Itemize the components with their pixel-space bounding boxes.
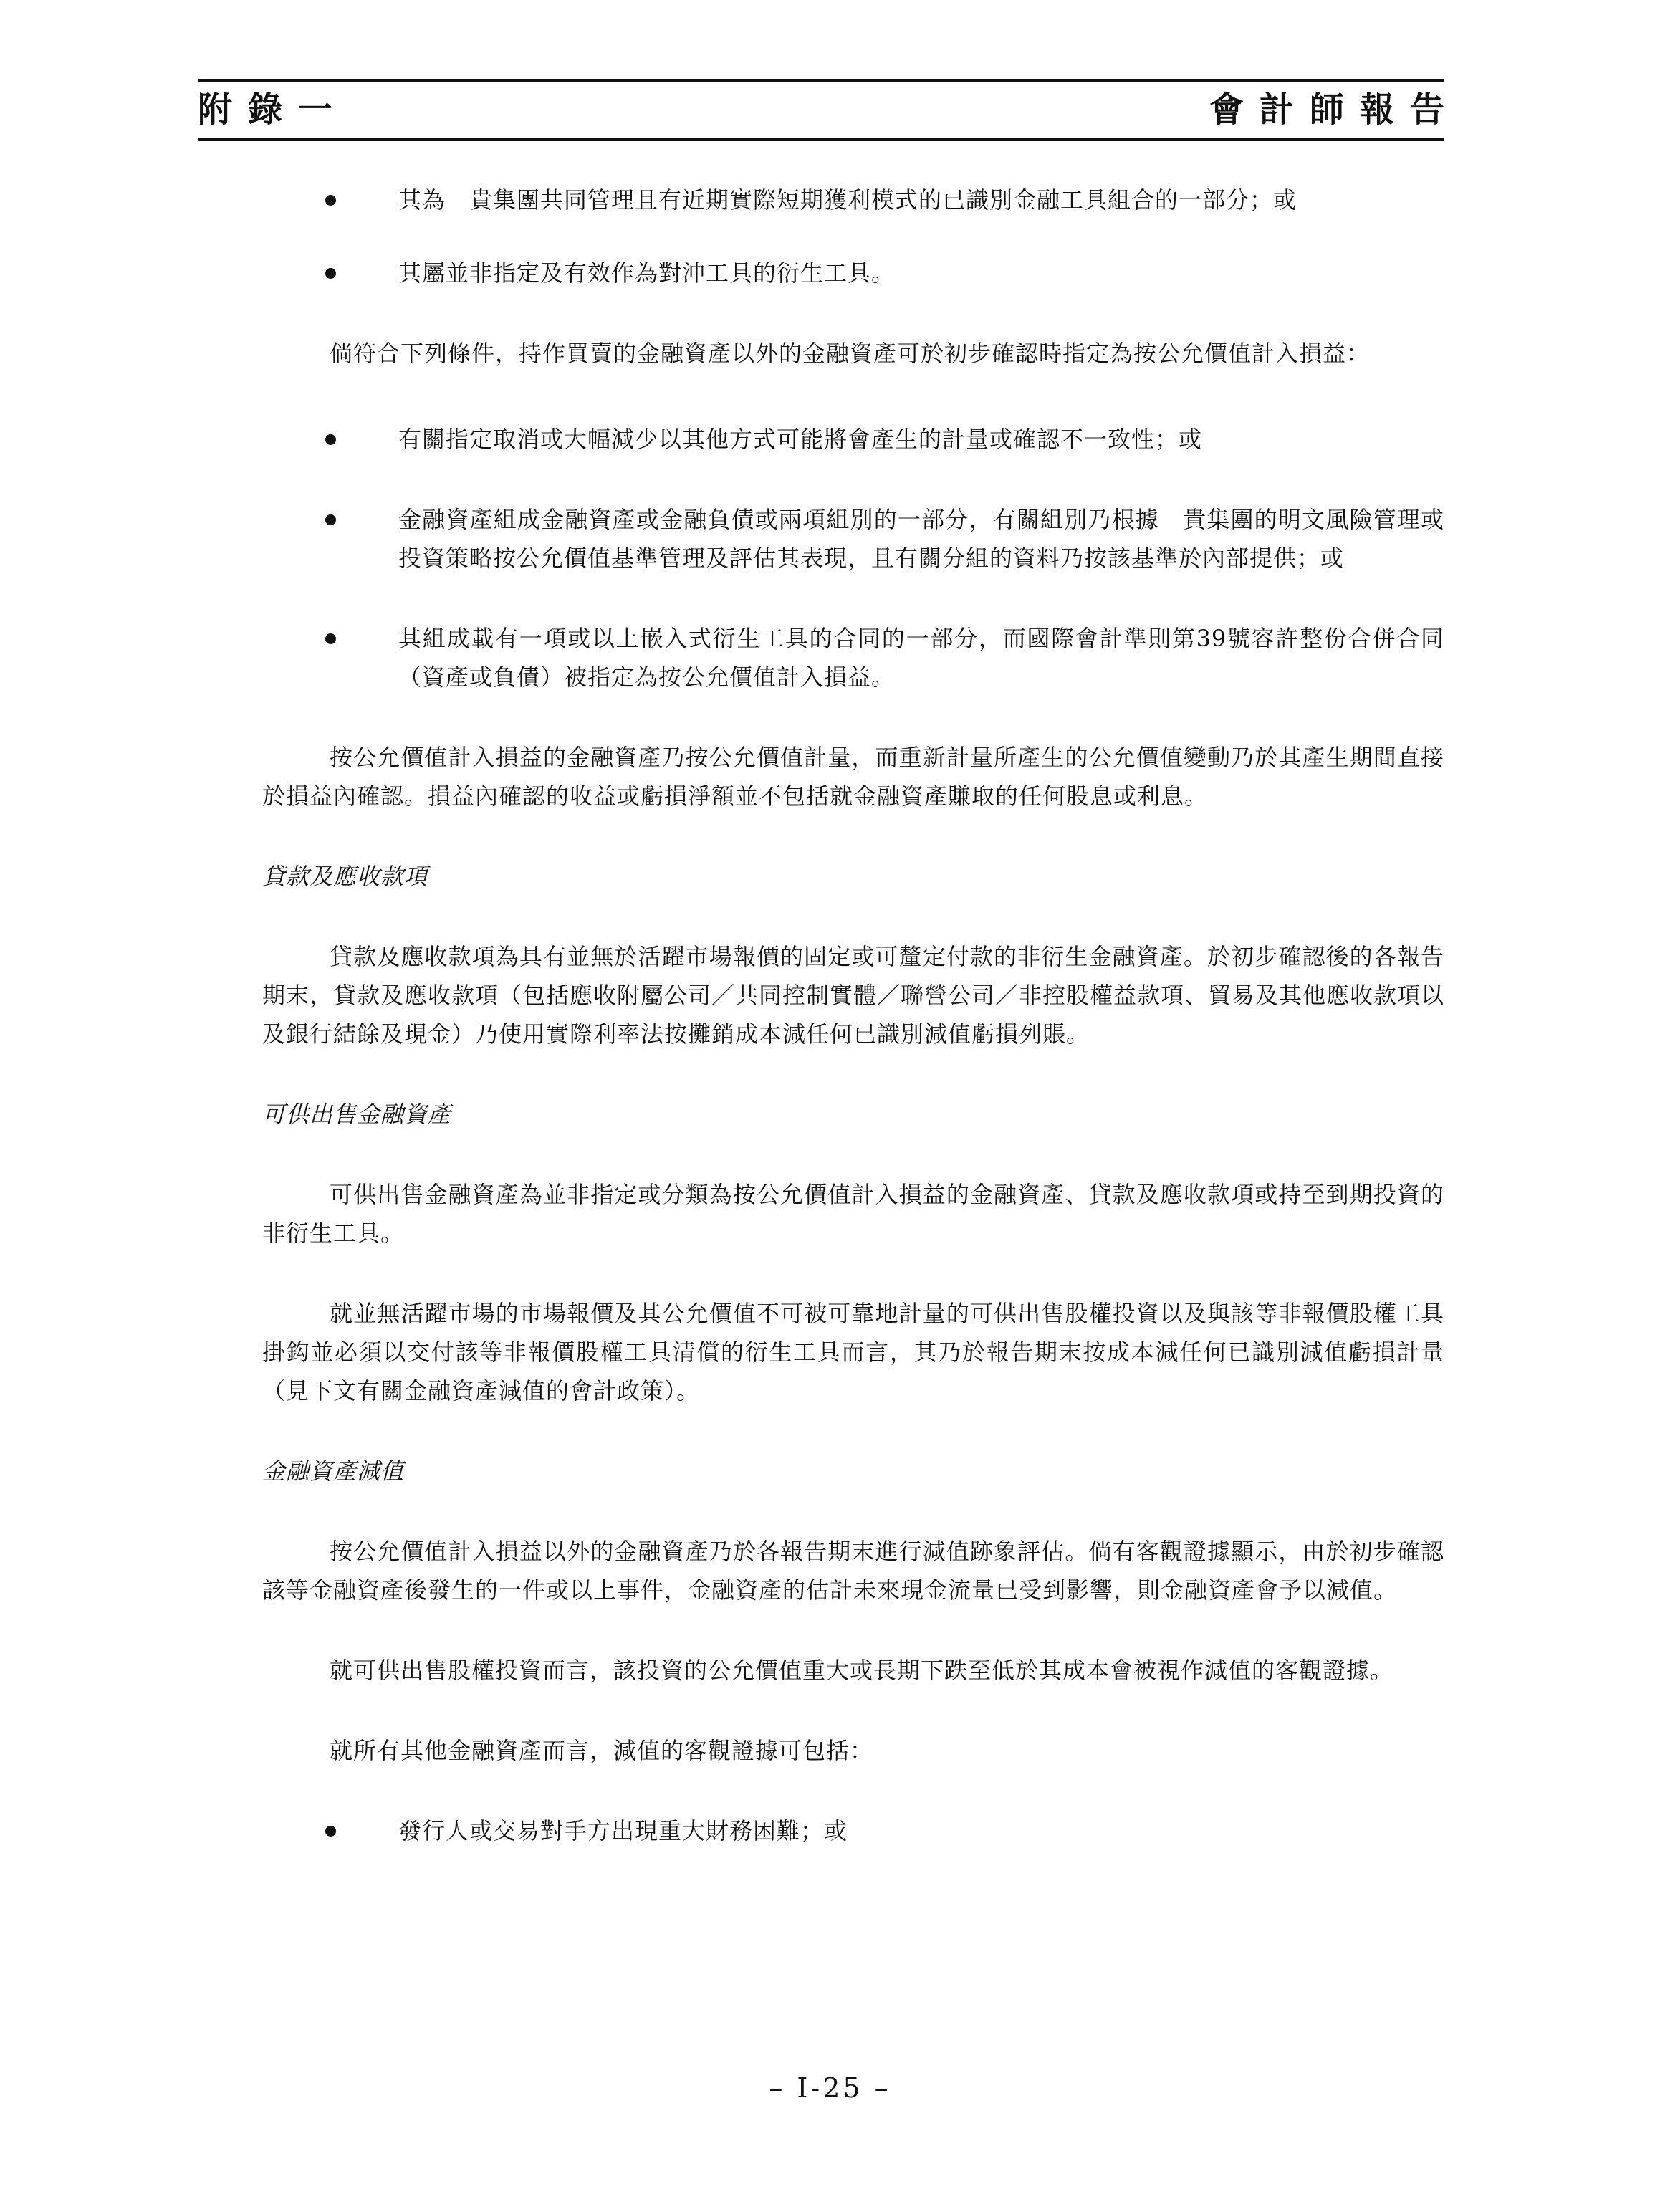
- page-number: – I-25 –: [769, 2072, 891, 2104]
- bullet-item: [262, 181, 1444, 219]
- header-appendix-title: 附錄一: [198, 90, 349, 130]
- header-rule-top: [198, 79, 1444, 82]
- bullet-dot-icon: [325, 268, 336, 279]
- bullet-dot-icon: [325, 514, 336, 525]
- page-header: [198, 87, 1460, 132]
- bullet-item: [262, 420, 1444, 459]
- bullet-text: 有關指定取消或大幅減少以其他方式可能將會產生的計量或確認不一致性；或: [398, 426, 1203, 453]
- section-heading: 可供出售金融資產: [262, 1101, 452, 1128]
- bullet-text: 其組成載有一項或以上嵌入式衍生工具的合同的一部分，而國際會計準則第39號容許整份合併合同（資產或負債）被指定為按公允價值計入損益。: [398, 625, 1444, 691]
- section-heading: 金融資產減值: [262, 1457, 405, 1485]
- bullet-text: 金融資產組成金融資產或金融負債或兩項組別的一部分，有關組別乃根據 貴集團的明文風險管理或投資策略按公允價值基準管理及評估其表現，且有關分組的資料乃按該基準於內部提供；或: [398, 506, 1444, 572]
- bullet-dot-icon: [325, 195, 336, 206]
- paragraph: 倘符合下列條件，持作買賣的金融資產以外的金融資產可於初步確認時指定為按公允價值計入損益：: [330, 340, 1371, 367]
- paragraph: 可供出售金融資產為並非指定或分類為按公允價值計入損益的金融資產、貸款及應收款項或持至到期投資的非衍生工具。: [262, 1181, 1444, 1247]
- bullet-item: [262, 619, 1444, 696]
- bullet-item: [262, 254, 1444, 292]
- bullet-dot-icon: [325, 434, 336, 445]
- paragraph: 就可供出售股權投資而言，該投資的公允價值重大或長期下跌至低於其成本會被視作減值的客觀證據。: [330, 1657, 1394, 1684]
- header-rule-bottom: [198, 138, 1444, 141]
- paragraph: 就所有其他金融資產而言，減值的客觀證據可包括：: [330, 1737, 874, 1764]
- document-body: [262, 181, 1444, 1850]
- paragraph: 按公允價值計入損益的金融資產乃按公允價值計量，而重新計量所產生的公允價值變動乃於其產生期間直接於損益內確認。損益內確認的收益或虧損淨額並不包括就金融資產賺取的任何股息或利息。: [262, 744, 1444, 810]
- paragraph: 貸款及應收款項為具有並無於活躍市場報價的固定或可釐定付款的非衍生金融資產。於初步確認後的各報告期末，貸款及應收款項（包括應收附屬公司／共同控制實體／聯營公司／非控股權益款項、貿易及其他應收款項以及銀行結餘及現金）乃使用實際利率法按攤銷成本減任何已識別減值虧損列賬。: [262, 943, 1445, 1048]
- section-heading: 貸款及應收款項: [262, 863, 428, 890]
- bullet-item: [262, 500, 1444, 578]
- paragraph: 按公允價值計入損益以外的金融資產乃於各報告期末進行減值跡象評估。倘有客觀證據顯示，由於初步確認該等金融資產後發生的一件或以上事件，金融資產的估計未來現金流量已受到影響，則金融資產會予以減值。: [262, 1538, 1444, 1604]
- bullet-dot-icon: [325, 633, 336, 644]
- paragraph: 就並無活躍市場的市場報價及其公允價值不可被可靠地計量的可供出售股權投資以及與該等非報價股權工具掛鈎並必須以交付該等非報價股權工具清償的衍生工具而言，其乃於報告期末按成本減任何已識別減值虧損計量（見下文有關金融資產減值的會計政策）。: [262, 1300, 1444, 1404]
- header-section-title: 會計師報告: [1209, 90, 1460, 130]
- bullet-text: 發行人或交易對手方出現重大財務困難；或: [398, 1817, 848, 1844]
- bullet-item: [262, 1811, 1444, 1850]
- bullet-text: 其屬並非指定及有效作為對沖工具的衍生工具。: [398, 259, 896, 287]
- bullet-text: 其為 貴集團共同管理且有近期實際短期獲利模式的已識別金融工具組合的一部分；或: [398, 186, 1297, 214]
- bullet-dot-icon: [325, 1826, 336, 1837]
